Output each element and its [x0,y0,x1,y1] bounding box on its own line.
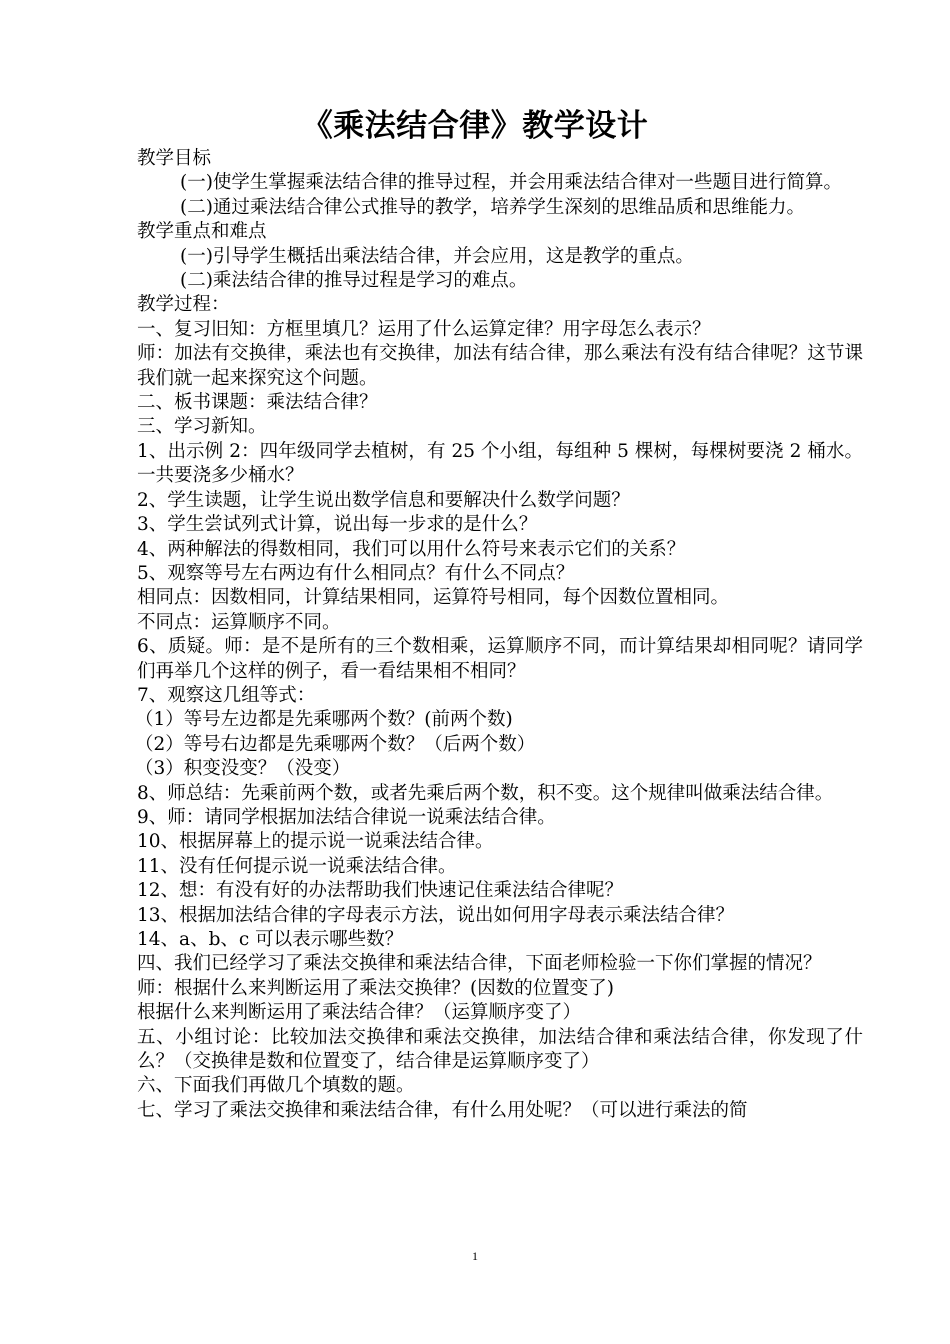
paragraph: 10、根据屏幕上的提示说一说乘法结合律。 [137,831,494,853]
paragraph: 二、板书课题：乘法结合律？ [137,392,378,414]
paragraph: 师：加法有交换律，乘法也有交换律，加法有结合律，那么乘法有没有结合律呢？这节课我们就一起来探究这个问题。 [137,343,863,389]
paragraph: （1）等号左边都是先乘哪两个数？(前两个数) [135,709,513,731]
section-heading: 教学过程： [137,294,230,316]
paragraph: 不同点：运算顺序不同。 [137,611,341,633]
paragraph: 14、a、b、c 可以表示哪些数？ [137,929,404,950]
paragraph: （3）积变没变？（没变） [135,758,351,780]
paragraph: 师：根据什么来判断运用了乘法交换律？(因数的位置变了) [137,977,614,999]
paragraph: 2、学生读题，让学生说出数学信息和要解决什么数学问题？ [137,489,630,511]
paragraph: （2）等号右边都是先乘哪两个数？（后两个数） [135,733,536,755]
paragraph: 根据什么来判断运用了乘法结合律？（运算顺序变了） [137,1002,582,1024]
paragraph: 1、出示例 2：四年级同学去植树，有 25 个小组，每组种 5 棵树，每棵树要浇 2 桶水。一共要浇多少桶水？ [137,440,863,487]
document-title: 《乘法结合律》教学设计 [301,108,649,144]
paragraph: 七、学习了乘法交换律和乘法结合律，有什么用处呢？（可以进行乘法的简 [137,1099,748,1121]
paragraph: 五、小组讨论：比较加法交换律和乘法交换律，加法结合律和乘法结合律，你发现了什么？（交换律是数和位置变了，结合律是运算顺序变了） [137,1026,863,1073]
paragraph: 4、两种解法的得数相同，我们可以用什么符号来表示它们的关系？ [137,538,686,560]
page-number: 1 [472,1249,478,1263]
paragraph: 12、想：有没有好的办法帮助我们快速记住乘法结合律呢？ [137,880,624,902]
paragraph: (二)通过乘法结合律公式推导的教学，培养学生深刻的思维品质和思维能力。 [180,196,805,218]
paragraph: (一)使学生掌握乘法结合律的推导过程，并会用乘法结合律对一些题目进行简算。 [180,172,842,194]
paragraph: (二)乘法结合律的推导过程是学习的难点。 [180,270,528,292]
paragraph: 相同点：因数相同，计算结果相同，运算符号相同，每个因数位置相同。 [137,587,730,609]
paragraph: 3、学生尝试列式计算，说出每一步求的是什么？ [137,514,538,536]
paragraph: 四、我们已经学习了乘法交换律和乘法结合律，下面老师检验一下你们掌握的情况？ [137,953,822,975]
paragraph: 8、师总结：先乘前两个数，或者先乘后两个数，积不变。这个规律叫做乘法结合律。 [137,782,834,804]
paragraph: 7、观察这几组等式： [137,684,316,706]
section-heading: 教学重点和难点 [137,221,267,243]
paragraph: 11、没有任何提示说一说乘法结合律。 [137,855,457,877]
paragraph: 6、质疑。师：是不是所有的三个数相乘，运算顺序不同，而计算结果却相同呢？请同学们再举几个这样的例子，看一看结果相不相同？ [137,636,863,682]
paragraph: 一、复习旧知：方框里填几？运用了什么运算定律？用字母怎么表示？ [137,318,711,340]
paragraph: 六、下面我们再做几个填数的题。 [137,1075,415,1097]
paragraph: 5、观察等号左右两边有什么相同点？有什么不同点？ [137,562,575,584]
paragraph: (一)引导学生概括出乘法结合律，并会应用，这是教学的重点。 [180,245,694,267]
paragraph: 三、学习新知。 [137,416,267,438]
section-heading: 教学目标 [137,148,212,169]
paragraph: 13、根据加法结合律的字母表示方法，说出如何用字母表示乘法结合律？ [137,904,735,926]
document-body [137,147,863,1123]
paragraph: 9、师：请同学根据加法结合律说一说乘法结合律。 [137,806,556,828]
